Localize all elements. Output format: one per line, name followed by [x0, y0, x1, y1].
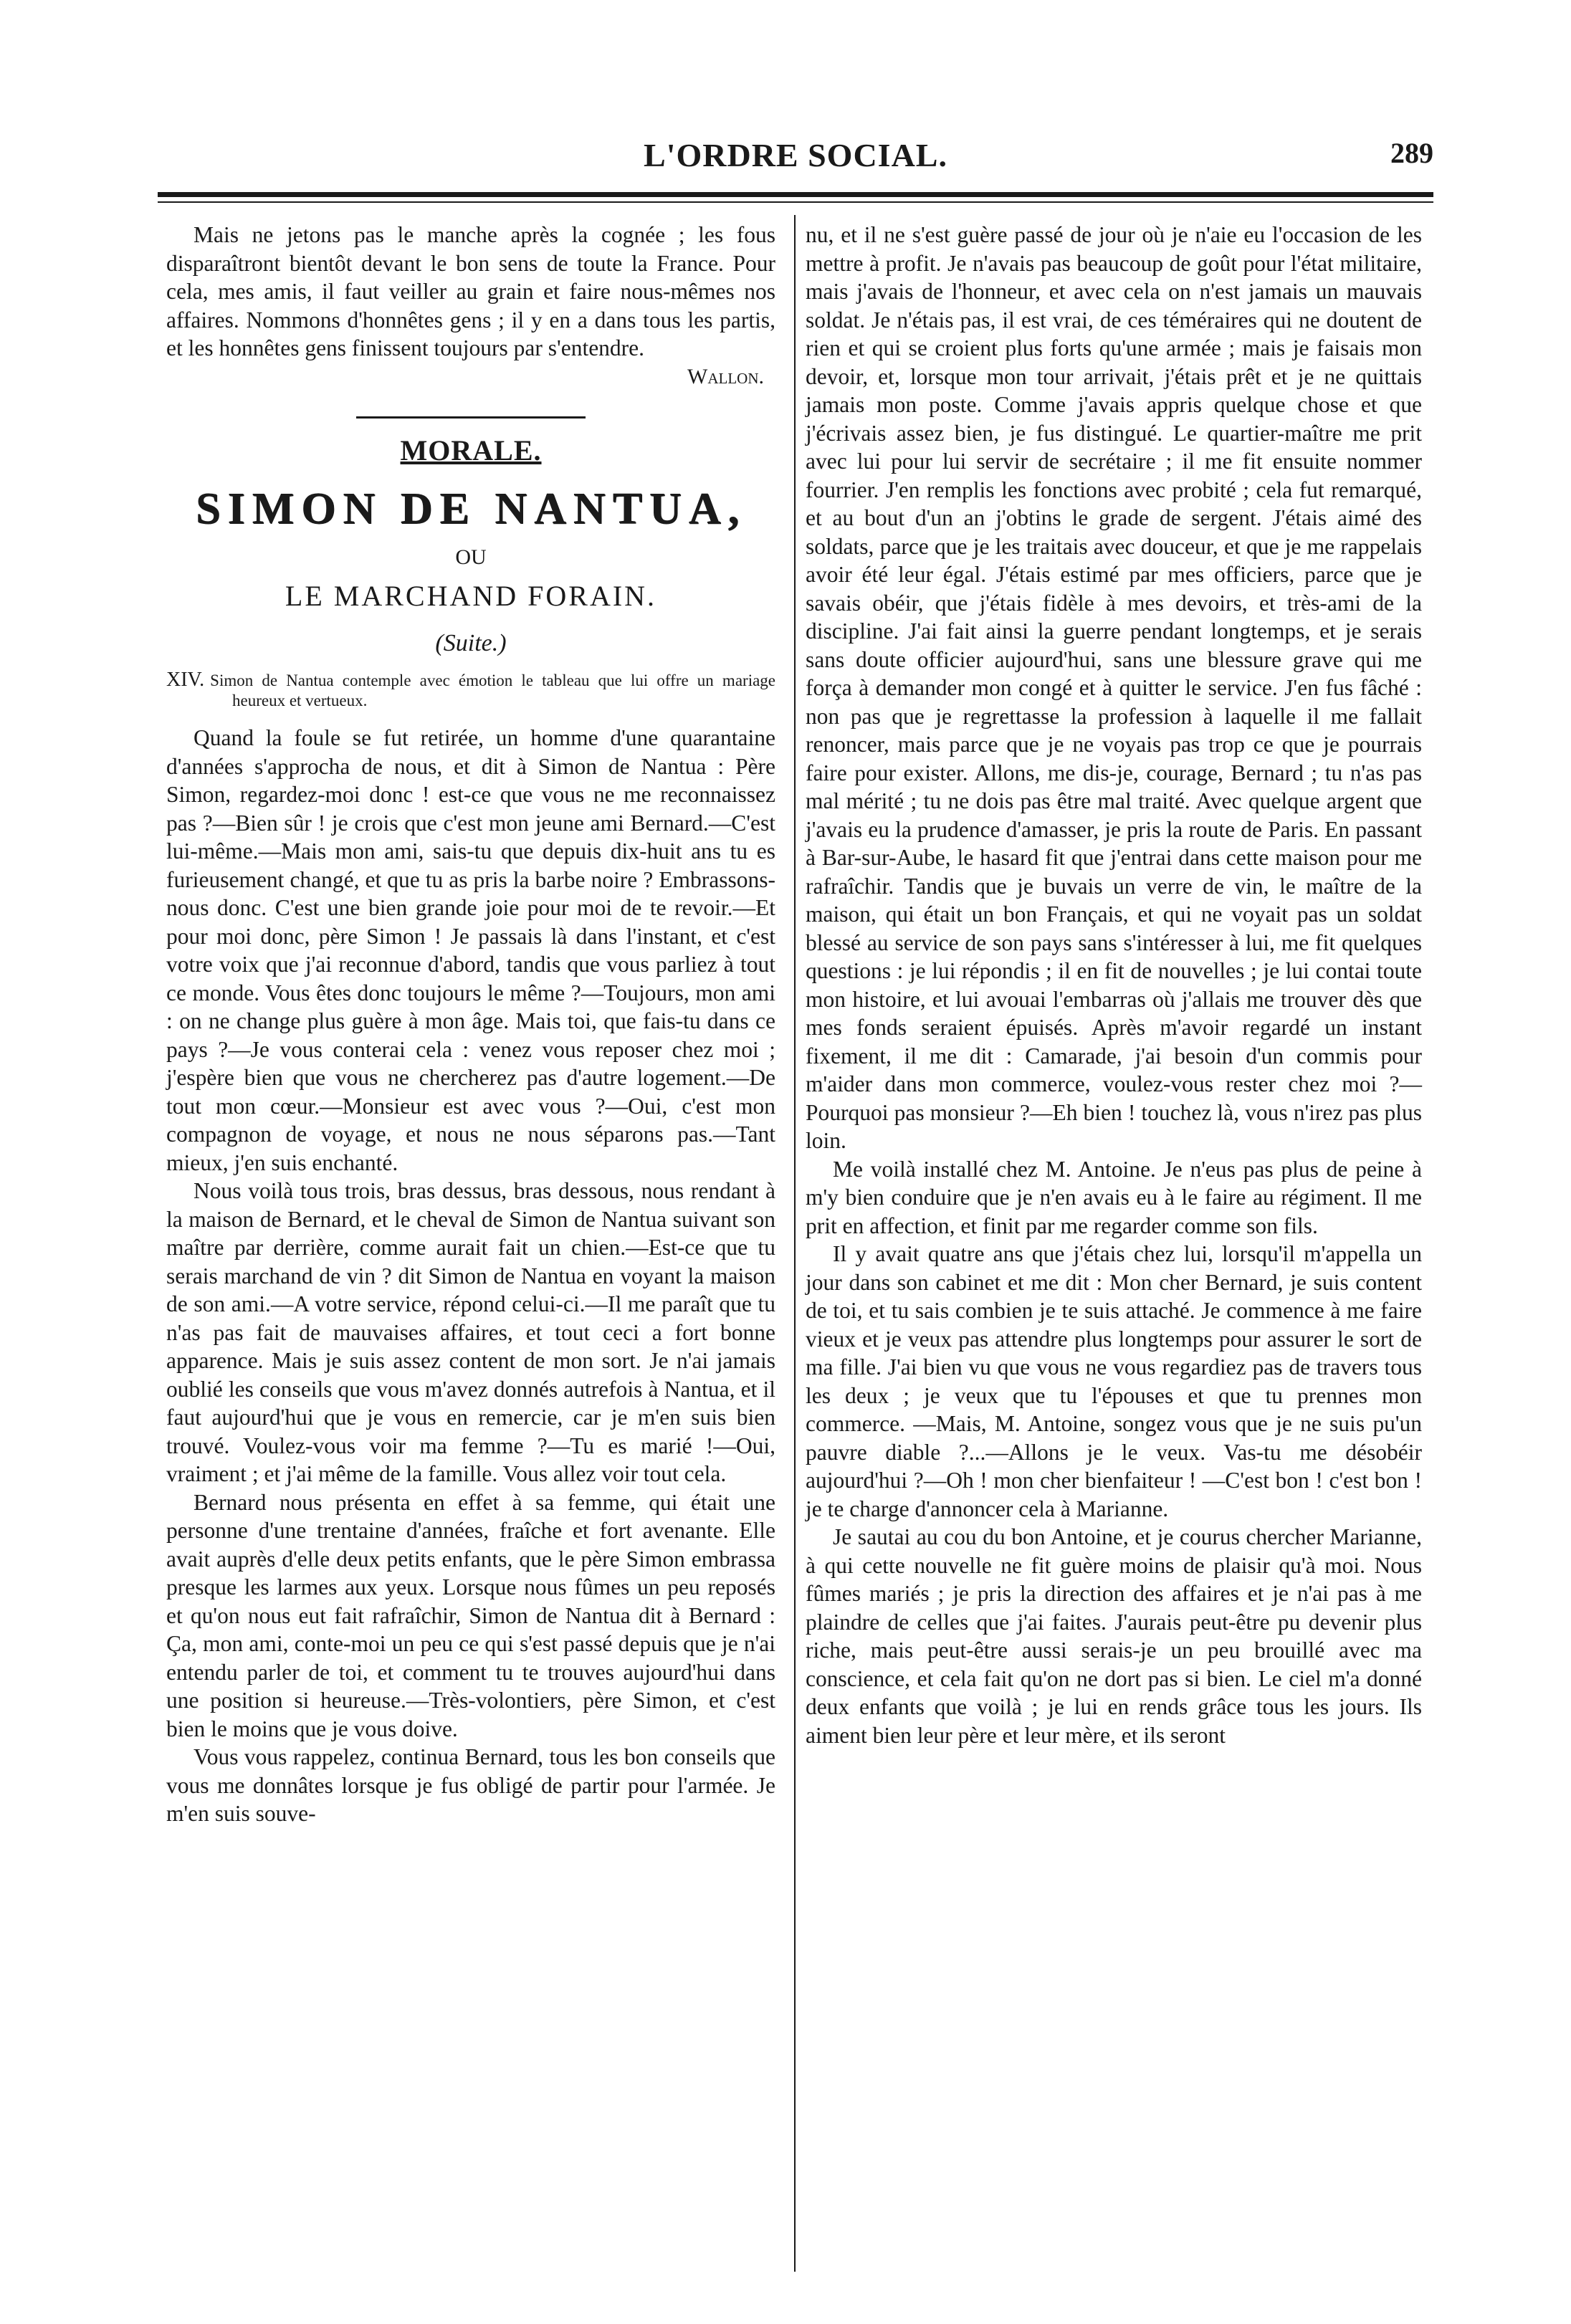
body-paragraph: Vous vous rappelez, continua Bernard, tous les bon conseils que vous me donnâtes lorsque je fus obligé de partir pour l'armée. Je m'en suis souve-	[166, 1744, 775, 1826]
intro-paragraph: Mais ne jetons pas le manche après la cognée ; les fous disparaîtront bientôt devant le bon sens de toute la France. Pour cela, mes amis, il faut veiller au grain et faire nous-mêmes nos affaires. Nommons d'honnêtes gens ; il y en a dans tous les partis, et les honnêtes gens finissent toujours par s'entendre.	[166, 222, 775, 360]
section-title: MORALE.	[400, 434, 542, 467]
chapter-heading	[166, 670, 775, 711]
body-paragraph: Je sautai au cou du bon Antoine, et je courus chercher Marianne, à qui cette nouvelle ne fit guère moins de plaisir qu'à moi. Nous fûmes mariés ; je pris la direction des affaires et je n'ai pas à me plaindre de celles que j'ai faites. J'aurais peut-être pu devenir plus riche, mais peut-être aussi serais-je un peu brouillé avec ma conscience, et cela fait qu'on ne dort pas si bien. Le ciel m'a donné deux enfants que voilà ; je lui en rends grâce tous les jours. Ils aiment bien leur père et leur mère, et ils seront	[806, 1524, 1422, 1748]
story-title: SIMON DE NANTUA,	[196, 484, 746, 533]
column-divider	[794, 215, 796, 2272]
right-column	[806, 221, 1422, 1749]
chapter-number: XIV.	[166, 669, 205, 691]
header-rule-thin	[158, 201, 1433, 203]
section-separator	[356, 416, 586, 419]
author-signature: Wallon.	[687, 364, 764, 388]
header-rule-thick	[158, 192, 1433, 197]
body-paragraph: Il y avait quatre ans que j'étais chez lui, lorsqu'il m'appella un jour dans son cabinet et me dit : Mon cher Bernard, je suis content de toi, et tu sais combien je te suis attaché. Je commence à me faire vieux et je veux pas attendre plus longtemps pour assurer le sort de ma fille. J'ai bien vu que vous ne vous regardiez pas de travers tous les deux ; je veux que tu l'épouses et que tu prennes mon commerce. —Mais, M. Antoine, songez vous que je ne suis pu'un pauvre diable ?...—Allons je le veux. Vas-tu me désobéir aujourd'hui ?—Oh ! mon cher bienfaiteur ! —C'est bon ! c'est bon ! je te charge d'annoncer cela à Marianne.	[806, 1241, 1422, 1521]
body-paragraph: nu, et il ne s'est guère passé de jour où je n'aie eu l'occasion de les mettre à profit. Je n'avais pas beaucoup de goût pour l'état militaire, mais j'avais de l'honneur, et avec cela on n'est jamais un mauvais soldat. Je n'étais pas, il est vrai, de ces téméraires qui ne doutent de rien et qui se croient plus forts qu'une armée ; mais je faisais mon devoir, et, lorsque mon tour arrivait, j'étais prêt et je ne quittais jamais mon poste. Comme j'avais appris quelque chose et que j'écrivais assez bien, je fus distingué. Le quartier-maître me prit avec lui pour lui servir de secrétaire ; il me fit ensuite nommer fourrier. J'en remplis les fonctions avec probité ; cela fut remarqué, et au bout d'un an j'obtins le grade de sergent. J'étais aimé des soldats, parce que je les traitais avec douceur, et que je me rappelais avoir été leur égal. J'étais estimé par mes officiers, parce que je savais obéir, que j'étais fidèle à mes devoirs, et très-ami de la discipline. J'ai fait ainsi la guerre pendant longtemps, et je serais sans doute officier aujourd'hui, sans une blessure grave qui me força à demander mon congé et à quitter le service. J'en fus fâché : non pas que je regrettasse la profession à laquelle il me fallait renoncer, mais parce que je ne voyais pas trop ce que je pourrais faire pour exister. Allons, me dis-je, courage, Bernard ; tu n'as pas mal mérité ; tu ne dois pas être mal traité. Avec quelque argent que j'avais eu la prudence d'amasser, je pris la route de Paris. En passant à Bar-sur-Aube, le hasard fit que j'entrai dans cette maison pour me rafraîchir. Tandis que je buvais un verre de vin, le maître de la maison, qui était un bon Français, et qui ne voyait pas un soldat blessé au service de son pays sans s'intéresser à lui, me fit quelques questions : je lui répondis ; il en fit de nouvelles ; je lui contai toute mon histoire, et lui avouai l'embarras où j'allais me trouver dès que mes fonds seraient épuisés. Après m'avoir regardé un instant fixement, il me dit : Camarade, j'ai besoin d'un commis pour m'aider dans mon commerce, voulez-vous rester chez moi ?—Pourquoi pas monsieur ?—Eh bien ! touchez là, vous n'irez pas plus loin.	[806, 222, 1422, 1153]
suite-label: (Suite.)	[435, 629, 507, 656]
left-column	[166, 221, 775, 1828]
body-paragraph: Quand la foule se fut retirée, un homme d'une quarantaine d'années s'approcha de nous, et dit à Simon de Nantua : Père Simon, regardez-moi donc ! est-ce que vous ne me reconnaissez pas ?—Bien sûr ! je crois que c'est mon jeune ami Bernard.—C'est lui-même.—Mais mon ami, sais-tu que depuis dix-huit ans tu es furieusement changé, et que tu as pris la barbe noire ? Embrassons-nous donc. C'est une bien grande joie pour moi de te revoir.—Et pour moi donc, père Simon ! Je passais là dans l'instant, et c'est votre voix que j'ai reconnue d'abord, tandis que vous parliez à tout ce monde. Vous êtes donc toujours le même ?—Toujours, mon ami : on ne change plus guère à mon âge. Mais toi, que fais-tu dans ce pays ?—Je vous conterai cela : venez vous reposer chez moi ; j'espère bien que vous ne chercherez pas d'autre logement.—De tout mon cœur.—Monsieur est avec vous ?—Oui, c'est mon compagnon de voyage, et nous ne nous séparons pas.—Tant mieux, j'en suis enchanté.	[166, 725, 775, 1175]
body-paragraph: Nous voilà tous trois, bras dessus, bras dessous, nous rendant à la maison de Bernard, et le cheval de Simon de Nantua suivant son maître par derrière, comme aurait fait un chien.—Est-ce que tu serais marchand de vin ? dit Simon de Nantua en voyant la maison de son ami.—A votre service, répond celui-ci.—Il me paraît que tu n'as pas fait de mauvaises affaires, et tout ceci a fort bonne apparence. Mais je suis assez content de mon sort. Je n'ai jamais oublié les conseils que vous m'avez donnés autrefois à Nantua, et il faut aujourd'hui que je vous en remercie, car je m'en suis bien trouvé. Voulez-vous voir ma femme ?—Tu es marié !—Oui, vraiment ; et j'ai même de la famille. Vous allez voir tout cela.	[166, 1178, 775, 1486]
page-header	[158, 136, 1433, 179]
chapter-summary: Simon de Nantua contemple avec émotion le tableau que lui offre un mariage heureux et vertueux.	[210, 671, 775, 709]
page-number: 289	[1390, 137, 1433, 169]
story-subtitle: LE MARCHAND FORAIN.	[285, 579, 657, 612]
body-paragraph: Me voilà installé chez M. Antoine. Je n'eus pas plus de peine à m'y bien conduire que je n'en avais eu à le faire au régiment. Il me prit en affection, et finit par me regarder comme son fils.	[806, 1156, 1422, 1238]
body-paragraph: Bernard nous présenta en effet à sa femme, qui était une personne d'une trentaine d'années, fraîche et fort avenante. Elle avait auprès d'elle deux petits enfants, que le père Simon embrassa presque les larmes aux yeux. Lorsque nous fûmes un peu reposés et qu'on nous eut fait rafraîchir, Simon de Nantua dit à Bernard : Ça, mon ami, conte-moi un peu ce qui s'est passé depuis que je n'ai entendu parler de toi, et comment tu te trouves aujourd'hui dans une position si heureuse.—Très-volontiers, père Simon, et c'est bien le moins que je vous doive.	[166, 1489, 775, 1741]
story-ou: OU	[455, 545, 487, 569]
running-title: L'ORDRE SOCIAL.	[644, 137, 947, 173]
